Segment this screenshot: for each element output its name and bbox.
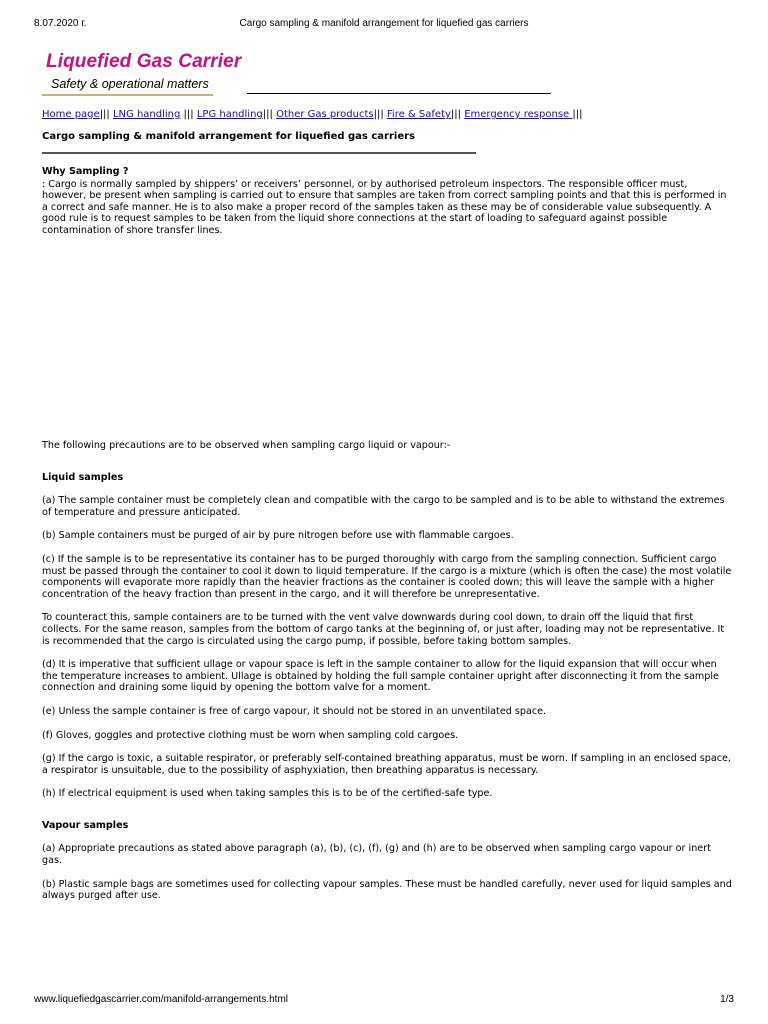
nav-separator: ||| (572, 109, 583, 120)
precautions-intro: The following precautions are to be observed when sampling cargo liquid or vapour:- (42, 440, 451, 451)
liquid-item-d: (d) It is imperative that sufficient ullage or vapour space is left in the sample container to allow for the liquid expansion that will occur when the temperature increases to ambient. Ullage is obtained by holding the full sample container upright after disconnecting it from the sample connection and draining some liquid by opening the bottom valve for a moment. (42, 659, 719, 694)
subtitle-underline (42, 94, 213, 96)
nav-link-emergency-response[interactable]: Emergency response (464, 109, 573, 120)
liquid-item-b: (b) Sample containers must be purged of air by pure nitrogen before use with flammable cargoes. (42, 530, 514, 542)
why-sampling-section (42, 166, 732, 237)
liquid-item-a: (a) The sample container must be completely clean and compatible with the cargo to be sampled and is to be able to withstand the extremes of temperature and pressure anticipated. (42, 495, 725, 518)
print-header (34, 18, 734, 32)
print-footer (34, 994, 734, 1008)
vapour-item-b: (b) Plastic sample bags are sometimes used for collecting vapour samples. These must be handled carefully, never used for liquid samples and always purged after use. (42, 878, 732, 902)
title-divider (42, 152, 476, 154)
nav-link-home[interactable]: Home page (42, 109, 100, 120)
nav-separator: ||| (262, 109, 273, 120)
nav-separator: ||| (180, 109, 194, 120)
article-title: Cargo sampling & manifold arrangement for liquefied gas carriers (42, 131, 415, 142)
why-sampling-heading: Why Sampling ? (42, 166, 129, 177)
liquid-item-c-continued: To counteract this, sample containers are to be turned with the vent valve downwards during cool down, to drain off the liquid that first collects. For the same reason, samples from the bottom of cargo tanks at the beginning of, or just after, loading may not be representative. It is recommended that the cargo is circulated using the cargo pump, if possible, before taking bottom samples. (42, 612, 725, 647)
liquid-item-f: (f) Gloves, goggles and protective clothing must be worn when sampling cold cargoes. (42, 729, 459, 741)
print-date: 8.07.2020 г. (34, 18, 87, 29)
page-number: 1/3 (720, 994, 734, 1005)
liquid-item-c: (c) If the sample is to be representative its container has to be purged thoroughly with cargo from the sampling connection. Sufficient cargo must be passed through the container to cool it down to liquid temperature. If the cargo is a mixture (which is often the case) the most volatile components will evaporate more rapidly than the heavier fractions as the container is cooled down; this will leave the sample with a higher concentration of the heavy fraction than present in the cargo, and it will therefore be unrepresentative. (42, 553, 732, 600)
vapour-samples-heading: Vapour samples (42, 819, 129, 831)
print-page-title: Cargo sampling & manifold arrangement for liquefied gas carriers (239, 18, 529, 29)
nav-link-lng-handling[interactable]: LNG handling (112, 109, 181, 120)
site-subtitle: Safety & operational matters (51, 77, 209, 91)
nav-link-lpg-handling[interactable]: LPG handling (196, 109, 263, 120)
liquid-item-e: (e) Unless the sample container is free of cargo vapour, it should not be stored in an unventilated space. (42, 705, 547, 717)
site-title[interactable]: Liquefied Gas Carrier (46, 51, 242, 72)
nav-separator: ||| (99, 109, 110, 120)
nav-link-other-gas-products[interactable]: Other Gas products (276, 109, 374, 120)
main-nav (42, 108, 742, 121)
nav-separator: ||| (450, 109, 461, 120)
sampling-precautions-section (42, 440, 732, 902)
header-divider (247, 93, 551, 94)
print-url: www.liquefiedgascarrier.com/manifold-arrangements.html (34, 994, 288, 1005)
vapour-item-a: (a) Appropriate precautions as stated above paragraph (a), (b), (c), (f), (g) and (h) are to be observed when sampling cargo vapour or inert gas. (42, 843, 711, 867)
nav-separator: ||| (373, 109, 384, 120)
nav-link-fire-safety[interactable]: Fire & Safety (386, 109, 451, 120)
liquid-samples-heading: Liquid samples (42, 471, 124, 483)
why-sampling-paragraph: : Cargo is normally sampled by shippers’ or receivers’ personnel, or by authorised petroleum inspectors. The responsible officer must, however, be present when sampling is carried out to ensure that samples are taken from correct sampling points and that this is performed in a correct and safe manner. He is to also make a proper record of the samples taken as these may be of considerable value subsequently. A good rule is to request samples to be taken from the liquid shore connections at the start of loading to safeguard against possible contamination of shore transfer lines. (42, 178, 727, 236)
liquid-item-h: (h) If electrical equipment is used when taking samples this is to be of the certified-safe type. (42, 788, 493, 800)
liquid-item-g: (g) If the cargo is toxic, a suitable respirator, or preferably self-contained breathing apparatus, must be worn. If sampling in an enclosed space, a respirator is unsuitable, due to the possibility of asphyxiation, then breathing apparatus is necessary. (42, 753, 731, 776)
